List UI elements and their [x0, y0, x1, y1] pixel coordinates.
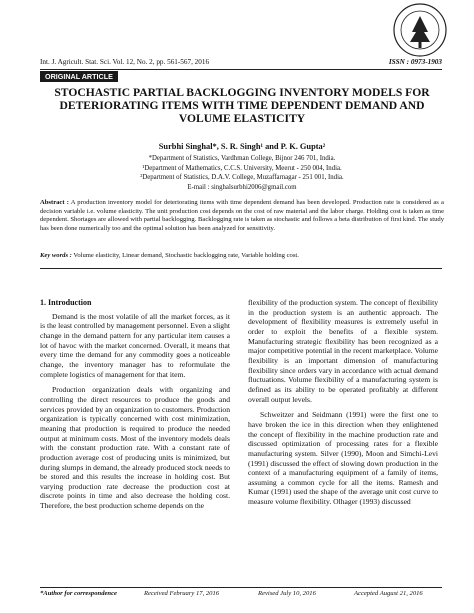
- keywords: [40, 252, 444, 261]
- abstract-rule: [40, 268, 442, 269]
- section-heading: 1. Introduction: [40, 298, 92, 307]
- paragraph: Schweitzer and Seidmann (1991) were the first one to have broken the ice in this direction when they enlightened the concept of flexibility in the machine production rate and discussed optimization of processing rates for a flexible manufacturing system. Silver (1990), Moon and Simchi-Levi (1991) discussed the effect of slowing down production in the context of a manufacturing equipment of a family of items, assuming a common cycle for all the items. Ramesh and Kumar (1991) used the shape of the average unit cost curve to measure volume flexibility. Olhager (1993) discussed: [248, 410, 438, 507]
- paragraph: flexibility of the production system. The concept of flexibility in the production system is an authentic approach. The development of flexibility measures is extremely useful in order to exploit the benefits of a flexible system. Manufacturing strategic flexibility has been recognized as a major competitive potential in the recent marketplace. Volume flexibility is an important dimension of manufacturing flexibility since orders vary in accordance with actual demand fluctuations. Volume flexibility of a manufacturing system is defined as its ability to be operated profitably at different overall output levels.: [248, 298, 438, 404]
- header-rule: [40, 69, 442, 70]
- affiliation-line: ¹Department of Mathematics, C.C.S. University, Meerut - 250 004, India.: [142, 164, 342, 172]
- issn: ISSN : 0973-1903: [388, 58, 442, 66]
- citation: Int. J. Agricult. Stat. Sci. Vol. 12, No. 2, pp. 561-567, 2016: [40, 58, 210, 66]
- email: E-mail : singhalsurbhi2006@gmail.com: [187, 183, 297, 191]
- abstract: [40, 199, 444, 233]
- footer-rule: [40, 587, 442, 588]
- paragraph: Demand is the most volatile of all the market forces, as it is the least controlled by management personnel. Even a slight change in the demand pattern for any particular item causes a lot of havoc with the market concerned. Overall, it means that every time the demand for any commodity goes a noticeable change, the inventory manager has to reformulate the complete logistics of management for that item.: [40, 311, 230, 379]
- abstract-text: A production inventory model for deteriorating items with time dependent demand has been developed. Production rate is considered as a decision variable i.e. volume elasticity. The unit production cost depends on the cost of raw material and the labor charge. Holding cost is taken as time dependent. Shortages are allowed with partial backlogging. Backlogging rate is taken as stochastic and follows a beta distribution of first kind. The study has been done numerically too and the optimal solution has been analyzed for sensitivity.: [40, 199, 445, 232]
- journal-logo: [392, 2, 448, 58]
- authors: Surbhi Singhal*, S. R. Singh¹ and P. K. Gupta²: [158, 142, 326, 151]
- affiliations: [40, 154, 444, 192]
- affiliation-line: *Department of Statistics, Vardhman College, Bijnor 246 701, India.: [148, 155, 336, 162]
- revised-date: Revised July 10, 2016: [258, 590, 316, 597]
- accepted-date: Accepted August 21, 2016: [354, 590, 423, 597]
- keywords-label: Key words :: [40, 252, 72, 259]
- received-date: Received February 17, 2016: [144, 590, 220, 597]
- right-column: [248, 298, 438, 507]
- affiliation-line: ²Department of Statistics, D.A.V. College, Muzaffarnagar - 251 001, India.: [140, 174, 344, 182]
- left-column: [40, 298, 230, 511]
- article-type-badge: ORIGINAL ARTICLE: [40, 71, 118, 82]
- paragraph: Production organization deals with organizing and controlling the direct resources to produce the goods and services provided by an organization to customers. Production organization is typically concerned with cost minimization, meaning that production is required to produce the needed output at minimum costs. Most of the inventory models deals with the constant production rate. With a constant rate of production average cost of producing units is minimized, but during slumps in demand, the already produced stock needs to be stored and this results the increase in holding cost. But varying production rate decrease the production cost at discrete points in time and also decrease the holding cost. Therefore, the best production scheme depends on the: [40, 385, 230, 511]
- correspondence-note: *Author for correspondence: [40, 590, 117, 597]
- paper-title: STOCHASTIC PARTIAL BACKLOGGING INVENTORY MODELS FOR DETERIORATING ITEMS WITH TIME DEPENDENT DEMAND AND VOLUME ELASTICITY: [54, 86, 430, 125]
- abstract-label: Abstract :: [40, 199, 69, 206]
- keywords-text: Volume elasticity, Linear demand, Stochastic backlogging rate, Variable holding cost.: [73, 252, 299, 259]
